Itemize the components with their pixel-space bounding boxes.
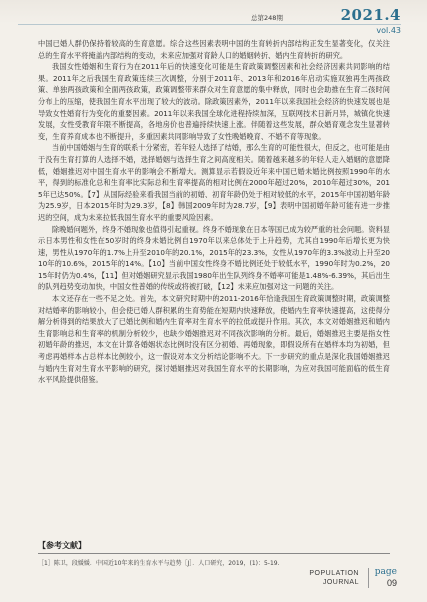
year-issue: 2021.4 bbox=[340, 6, 401, 24]
footer-divider bbox=[368, 568, 369, 588]
page-number: 09 bbox=[386, 578, 397, 588]
page-word: page bbox=[374, 567, 397, 577]
reference-item: ［1］陈卫，段媛媛．中国近10年来的生育水平与趋势［J］．人口研究，2019，(1)：5-19. bbox=[38, 560, 280, 567]
journal-name-line1: POPULATION bbox=[309, 570, 359, 577]
article-body bbox=[38, 38, 390, 386]
paragraph: 中国已婚人群仍保持着较高的生育意愿。综合这些因素表明中国的生育转折内部结构正发生显著变化，仅关注总的生育水平将掩盖内部结构的变动，未来应加强对育龄人口的婚姻转折、婚内生育转折的研究。 bbox=[38, 39, 390, 60]
header-divider bbox=[18, 24, 401, 25]
paragraph: 我国女性婚姻和生育行为在2011年后的快速变化可能是生育政策调整因素和社会经济因素共同影响的结果。2011年之后我国生育政策连续三次调整，分别于2011年、2013年和2016年启动实施双独再生两孩政策、单独两孩政策和全面两孩政策，政策调整带来群众对生育意愿的集中释放，同时也会助推在生育二孩时间分布上的压缩，使我国生育水平出现了较大的波动。除政策因素外，2011年以来我国社会经济的快速发展也是导致女性婚育行为变化的重要因素。2011年以来我国全球化进程持续加深，互联网技术日新月异，城镇化快速发展，女性受教育年限不断提高，各地房价也普遍持续快速上涨。伴随着这些发展，群众婚育观念发生显著转变，生育养育成本也不断提升，多重因素共同影响导致了女性晚婚晚育、不婚不育等现象。 bbox=[38, 62, 390, 141]
paragraph: 除晚婚问题外，终身不婚现象也值得引起重视。终身不婚现象在日本等国已成为较严重的社会问题。资料显示日本男性和女性在50岁时的终身未婚比例自1970年以来总体处于上升趋势，尤其自1990年后增长更为快速，男性从1970年的1.7%上升至2010年的20.1%，2015年的23.3%，女性从1970年的3.3%波动上升至2010年的10.6%，2015年的14%。【10】当前中国女性终身不婚比例还处于较低水平，1990年时为0.2%，2015年时仍为0.4%，【11】但对婚姻研究显示我国1980年出生队列终身不婚率可能是1.48%-6.39%，其后出生的队列趋势变动加快，中国女性普婚的传统或将被打破，【12】未来应加强对这一问题的关注。 bbox=[38, 224, 390, 292]
journal-name-line2: JOURNAL bbox=[322, 579, 359, 586]
references-divider bbox=[38, 553, 390, 554]
volume-label: vol.43 bbox=[376, 26, 401, 35]
running-header bbox=[251, 4, 401, 38]
paragraph: 当前中国婚姻与生育的联系十分紧密，若年轻人选择了结婚，那么生育的可能性很大，但反之，也可能是由于没有生育打算的人选择不婚，选择婚姻与选择生育之间高度相关。随着越来越多的年轻人走入婚姻的意愿降低，婚姻推迟对中国生育水平的影响会不断增大。测算显示若假设近年来中国已婚未婚比例按照1990年的水平，得到的标准化总和生育率比实际总和生育率提高的相对比例在2000年超过20%，2010年超过30%，2015年已达50%。【7】从国际经验来看我国当前的初婚、初育年龄仍处于相对较低的水平，2015年中国初婚年龄为25.9岁，日本2015年时为29.3岁，【8】韩国2009年时为28.7岁，【9】表明中国初婚年龄可能有进一步推迟的空间，成为未来拉低我国生育水平的重要风险因素。 bbox=[38, 143, 390, 222]
references-heading: 【参考文献】 bbox=[38, 541, 86, 550]
journal-name bbox=[309, 569, 359, 587]
issue-label: 总第248期 bbox=[251, 14, 283, 22]
paragraph: 本文还存在一些不足之处。首先，本文研究时期中的2011-2016年恰逢我国生育政策调整时期，政策调整对结婚率的影响较小，但会使已婚人群积累的生育势能在短期内快速释放，使婚内生育率快速提高，这使得分解分析得到的结果放大了已婚比例和婚内生育率对生育水平的拉低或提升作用。其次，本文对婚姻推迟和婚内生育影响总和生育率的机制分析较少，也缺少婚姻推迟对不同孩次影响的分析。最后，婚姻推迟主要是指女性初婚年龄的推迟，本文在计算各婚姻状态比例时没有区分初婚、再婚现象，即假设所有在婚样本均为初婚，但考虑再婚样本占总样本比例较小，这一假设对本文分析结论影响不大。下一步研究的重点是深化我国婚姻推迟与婚内生育对生育水平影响的研究，探讨婚姻推迟对我国生育水平的长期影响，为应对我国可能面临的低生育水平风险提供借鉴。 bbox=[38, 294, 390, 385]
